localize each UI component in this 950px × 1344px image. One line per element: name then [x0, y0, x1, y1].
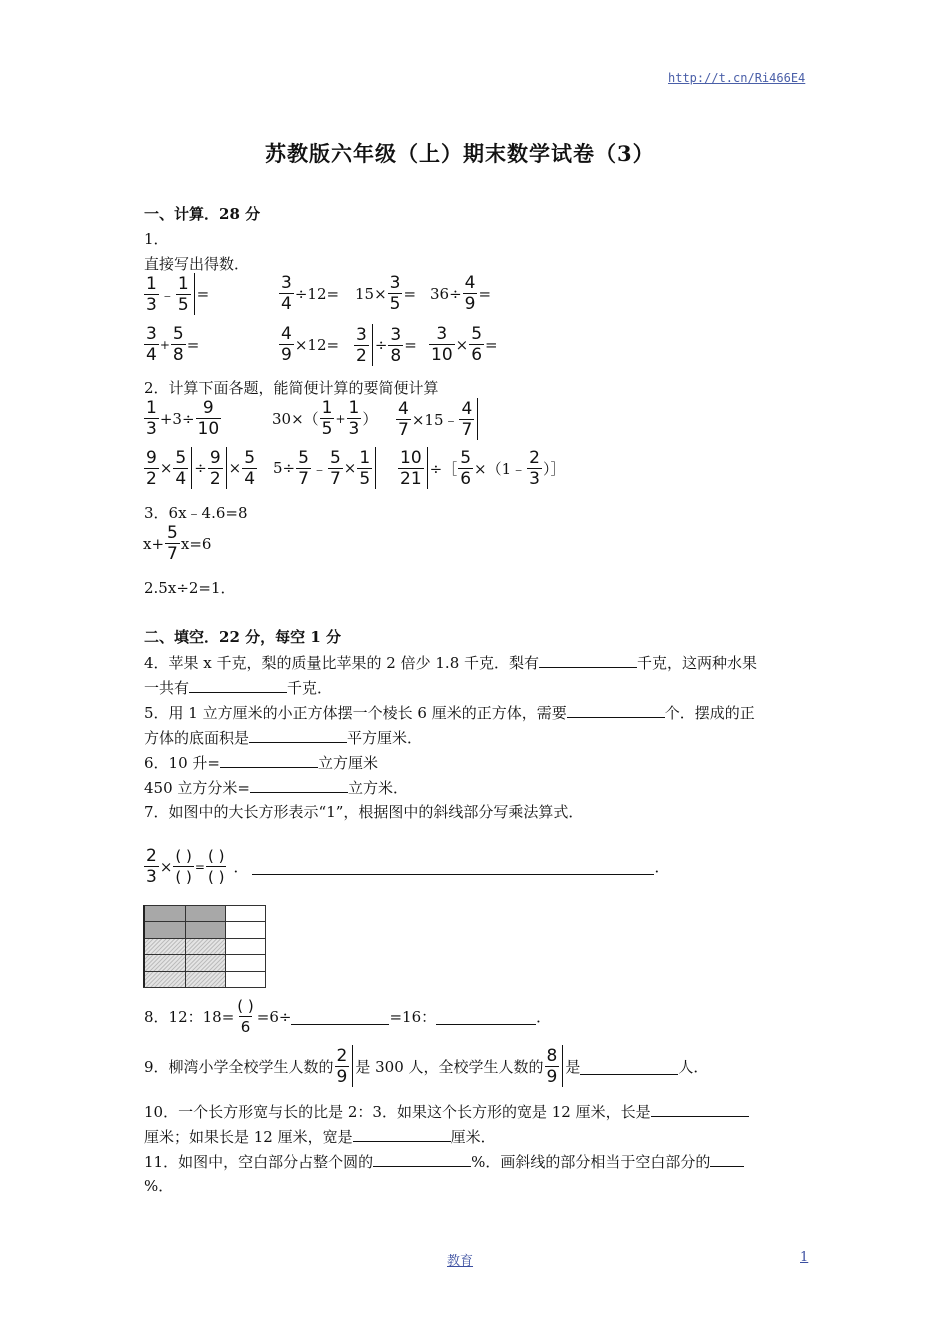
q1-row1-item3: 15× $\frac{3}{5}$ = — [355, 273, 417, 314]
fraction: $\frac{5}{4}$ — [175, 447, 187, 489]
fraction: $\frac{2}{9}$ — [336, 1045, 348, 1087]
answer-blank[interactable] — [651, 1100, 749, 1117]
grid-cell — [143, 921, 186, 938]
q5-line2: 方体的底面积是 平方厘米． — [144, 726, 422, 748]
answer-blank[interactable] — [580, 1058, 678, 1075]
fraction: $\frac{5}{7}$ — [167, 523, 178, 564]
grid-cell — [143, 905, 186, 922]
answer-blank[interactable] — [189, 676, 287, 693]
fraction: $\frac{1}{5}$ — [359, 447, 371, 489]
section1-heading: 一、计算．28 分 — [144, 205, 261, 223]
answer-blank[interactable] — [291, 1008, 389, 1025]
grid-cell — [185, 905, 226, 922]
fraction: $\frac{1}{3}$ — [348, 398, 360, 439]
grid-cell — [225, 954, 266, 971]
q6-line2: 450 立方分米= 立方米． — [144, 776, 408, 798]
footer-label[interactable]: 教育 — [447, 1254, 474, 1269]
q1-row1-item4: 36÷ $\frac{4}{9}$ = — [430, 273, 492, 314]
q11-line2: %． — [144, 1177, 174, 1195]
fraction: $\frac{1}{3}$ — [146, 398, 157, 439]
answer-blank[interactable] — [436, 1008, 536, 1025]
grid-cell — [143, 938, 186, 955]
fraction: $\frac{2}{3}$ — [529, 447, 540, 489]
fraction: $\frac{9}{10}$ — [197, 398, 220, 439]
q11-line1: 11．如图中，空白部分占整个圆的 %．画斜线的部分相当于空白部分的 — [144, 1150, 744, 1172]
q2-row2-item3: $\frac{10}{21}$ ÷［ $\frac{5}{6}$ ×（1﹣ $\frac{2}{3}$ ）］ — [400, 447, 566, 489]
fraction: $\frac{5}{4}$ — [244, 447, 256, 489]
fraction: $\frac{1}{5}$ — [321, 398, 333, 439]
q1-row1-item2: $\frac{3}{4}$ ÷12= — [281, 273, 340, 314]
q2-row1-item1: $\frac{1}{3}$ +3÷ $\frac{9}{10}$ — [146, 398, 220, 439]
fraction: $\frac{1}{5}$ — [177, 273, 189, 315]
header-link[interactable]: http://t.cn/Ri466E4 — [668, 71, 806, 85]
fraction: $\frac{5}{6}$ — [460, 447, 472, 489]
answer-blank[interactable] — [250, 776, 348, 793]
page-title: 苏教版六年级（上）期末数学试卷（3） — [265, 141, 655, 166]
fraction: $\frac{8}{9}$ — [546, 1045, 558, 1087]
fraction: $\frac{9}{2}$ — [146, 447, 157, 489]
q1-text: 直接写出得数． — [144, 255, 250, 273]
q6-line1: 6．10 升= 立方厘米 — [144, 751, 378, 773]
q1-row2-item1: $\frac{3}{4}$ + $\frac{5}{8}$ = — [146, 324, 200, 365]
fraction-blank: $\frac{( )}{( )}$ — [207, 847, 225, 886]
fraction: $\frac{5}{8}$ — [172, 324, 184, 365]
answer-blank[interactable] — [567, 701, 665, 718]
q2-row2-item2: 5÷ $\frac{5}{7}$ ﹣ $\frac{5}{7}$ × $\frac{1}{5}$ — [273, 447, 378, 489]
q3-eq2: x+ $\frac{5}{7}$ x=6 — [143, 523, 212, 564]
fraction: $\frac{5}{7}$ — [329, 447, 341, 489]
answer-blank[interactable] — [220, 751, 318, 768]
q2-row2-item1: $\frac{9}{2}$ × $\frac{5}{4}$ ÷ $\frac{9}{2}$ × $\frac{5}{4}$ — [146, 447, 256, 489]
fraction: $\frac{3}{8}$ — [390, 324, 402, 366]
q8-line: 8．12：18= $\frac{( )}{6}$ =6÷ =16： ． — [144, 997, 552, 1036]
section2-heading: 二、填空．22 分，每空 1 分 — [144, 628, 341, 646]
fraction: $\frac{2}{3}$ — [146, 846, 157, 887]
grid-cell — [225, 921, 266, 938]
grid-cell — [143, 971, 186, 988]
answer-blank[interactable] — [353, 1125, 451, 1142]
grid-left-border — [143, 905, 145, 987]
q2-row1-item3: $\frac{4}{7}$ ×15﹣ $\frac{4}{7}$ — [395, 398, 480, 440]
fraction: $\frac{3}{10}$ — [431, 324, 453, 365]
grid-cell — [225, 905, 266, 922]
q3-eq3: 2.5x÷2=1． — [144, 579, 236, 597]
q4-line1: 4．苹果 x 千克，梨的质量比苹果的 2 倍少 1.8 千克．梨有 千克，这两种水果 — [144, 651, 757, 673]
fraction: $\frac{4}{7}$ — [461, 398, 473, 440]
rectangle-grid-figure — [143, 905, 267, 987]
q1-number: 1． — [144, 230, 169, 248]
fraction: $\frac{5}{6}$ — [471, 324, 483, 365]
fraction: $\frac{10}{21}$ — [400, 447, 422, 489]
fraction: $\frac{1}{3}$ — [146, 273, 157, 315]
page-number: 1 — [800, 1250, 809, 1265]
fraction: $\frac{3}{4}$ — [146, 324, 157, 365]
fraction: $\frac{9}{2}$ — [209, 447, 221, 489]
answer-blank[interactable] — [373, 1150, 471, 1167]
grid-cell — [185, 954, 226, 971]
q2-row1-item2: 30×（ $\frac{1}{5}$ + $\frac{1}{3}$ ） — [272, 398, 378, 439]
grid-cell — [185, 971, 226, 988]
fraction: $\frac{3}{4}$ — [281, 273, 292, 314]
fraction: $\frac{5}{7}$ — [298, 447, 309, 489]
grid-cell — [143, 954, 186, 971]
answer-blank[interactable] — [252, 858, 654, 875]
q5-line1: 5．用 1 立方厘米的小正方体摆一个棱长 6 厘米的正方体，需要 个．摆成的正 — [144, 701, 755, 723]
fraction: $\frac{4}{9}$ — [281, 324, 292, 365]
answer-blank[interactable] — [710, 1150, 744, 1167]
q2-text: 2．计算下面各题，能简便计算的要简便计算 — [144, 379, 439, 397]
q1-row2-item3: $\frac{3}{2}$ ÷ $\frac{3}{8}$ = — [356, 324, 417, 366]
fraction: $\frac{3}{5}$ — [389, 273, 401, 314]
q10-line1: 10．一个长方形宽与长的比是 2：3．如果这个长方形的宽是 12 厘米，长是 — [144, 1100, 749, 1122]
q7-text: 7．如图中的大长方形表示“1”，根据图中的斜线部分写乘法算式． — [144, 803, 584, 821]
fraction-blank: $\frac{( )}{6}$ — [237, 997, 254, 1036]
q3-eq1: 3．6x﹣4.6=8 — [144, 504, 248, 522]
answer-blank[interactable] — [249, 726, 347, 743]
fraction: $\frac{4}{9}$ — [464, 273, 476, 314]
fraction: $\frac{3}{2}$ — [356, 324, 367, 366]
q10-line2: 厘米；如果长是 12 厘米，宽是 厘米． — [144, 1125, 496, 1147]
fraction-blank: $\frac{( )}{( )}$ — [175, 847, 192, 886]
grid-cell — [225, 938, 266, 955]
q7-expression: $\frac{2}{3}$ × $\frac{( )}{( )}$ = $\frac{( )}{( )}$ ． ． — [146, 846, 670, 887]
q1-row1-item1: $\frac{1}{3}$ ﹣ $\frac{1}{5}$ = — [146, 273, 210, 315]
grid-cell — [185, 938, 226, 955]
grid-cell — [225, 971, 266, 988]
q1-row2-item4: $\frac{3}{10}$ × $\frac{5}{6}$ = — [431, 324, 498, 365]
q9-line: 9．柳湾小学全校学生人数的 $\frac{2}{9}$ 是 300 人，全校学生人数的 $\frac{8}{9}$ 是 人． — [144, 1045, 709, 1087]
q1-row2-item2: $\frac{4}{9}$ ×12= — [281, 324, 340, 365]
grid-cell — [185, 921, 226, 938]
q4-line2: 一共有 千克． — [144, 676, 332, 698]
fraction: $\frac{4}{7}$ — [398, 398, 409, 440]
answer-blank[interactable] — [539, 651, 637, 668]
